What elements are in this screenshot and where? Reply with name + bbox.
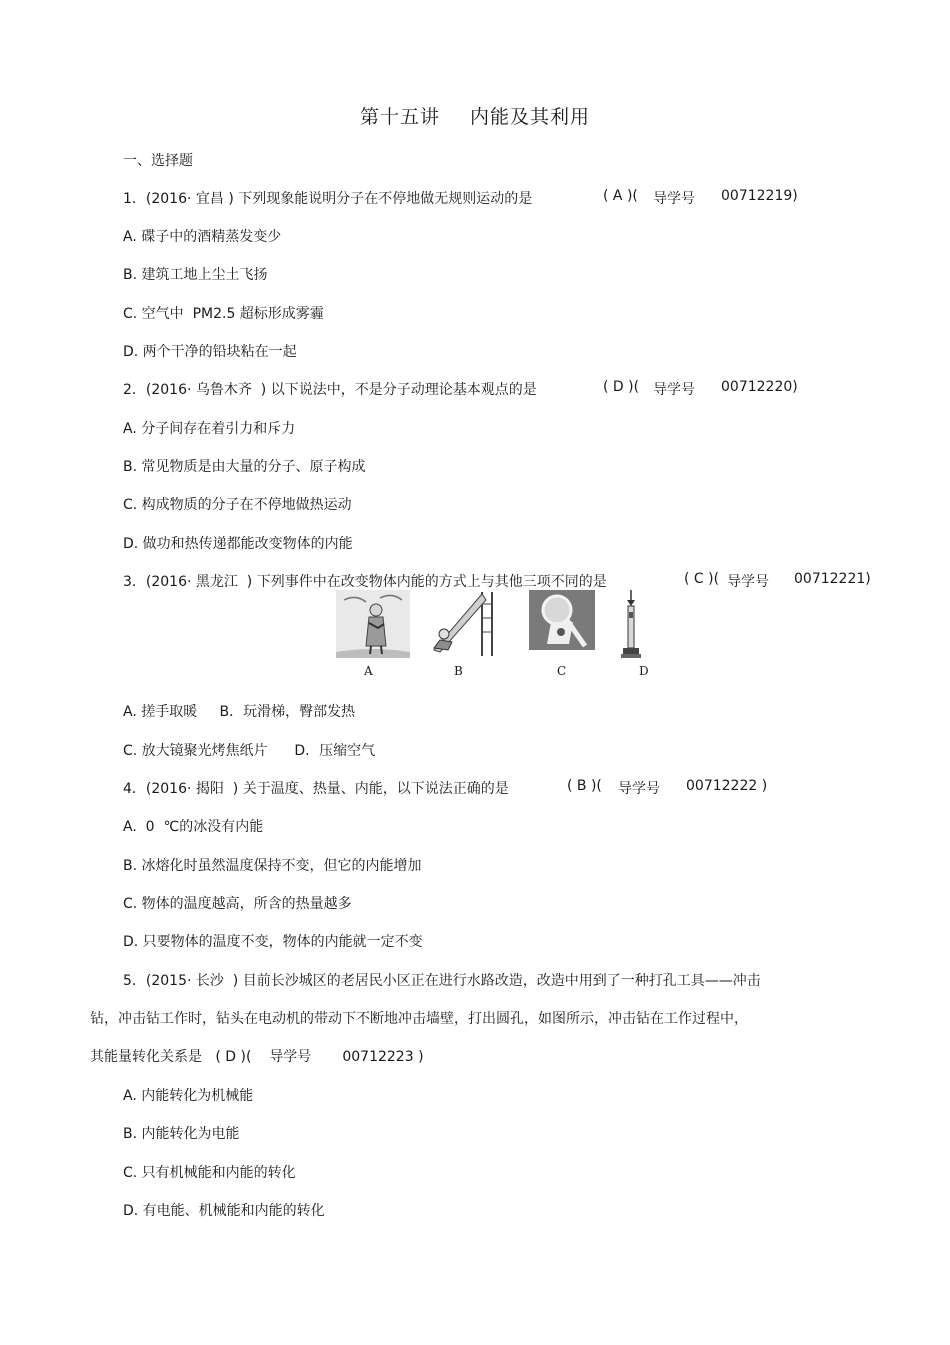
figure-label-d: D <box>639 664 649 678</box>
question-3-figures <box>336 590 666 682</box>
question-1-guide: 导学号 <box>653 191 695 207</box>
figure-d-compressing-air <box>619 590 643 668</box>
question-4-stem: 4．(2016· 揭阳 ) 关于温度、热量、内能，以下说法正确的是 <box>123 781 509 797</box>
question-1-option-b: B. 建筑工地上尘土飞扬 <box>123 267 268 283</box>
title-part2: 内能及其利用 <box>470 106 591 128</box>
question-4-answer: ( B )( <box>567 778 602 794</box>
question-4-option-a: A. 0 ℃的冰没有内能 <box>123 819 264 835</box>
question-5-option-d: D. 有电能、机械能和内能的转化 <box>123 1203 325 1219</box>
question-3-options-cd: C. 放大镜聚光烤焦纸片 D．压缩空气 <box>123 743 376 759</box>
section-heading: 一、选择题 <box>123 153 193 169</box>
question-1-code: 00712219) <box>721 188 798 204</box>
question-3-answer: ( C )( <box>684 571 720 587</box>
question-2-answer: ( D )( <box>603 379 640 395</box>
question-5-line-2: 钻，冲击钻工作时，钻头在电动机的带动下不断地冲击墙壁，打出圆孔，如图所示，冲击钻在工作过程中， <box>90 1011 748 1027</box>
figure-a-rubbing-hands <box>336 590 410 662</box>
question-2-stem: 2．(2016· 乌鲁木齐 ) 以下说法中，不是分子动理论基本观点的是 <box>123 382 537 398</box>
question-2-code: 00712220) <box>721 379 798 395</box>
page-title <box>0 102 950 129</box>
question-1-option-d: D. 两个干净的铅块粘在一起 <box>123 344 297 360</box>
question-1-option-a: A. 碟子中的酒精蒸发变少 <box>123 229 282 245</box>
question-2-option-b: B. 常见物质是由大量的分子、原子构成 <box>123 459 366 475</box>
question-1-answer: ( A )( <box>603 188 638 204</box>
figure-label-b: B <box>454 664 463 678</box>
question-5-option-a: A. 内能转化为机械能 <box>123 1088 254 1104</box>
question-3-code: 00712221) <box>794 571 871 587</box>
figure-label-c: C <box>557 664 567 678</box>
figure-label-a: A <box>364 664 373 678</box>
question-5-line-1: 5．(2015· 长沙 ) 目前长沙城区的老居民小区正在进行水路改造，改造中用到了一种打孔工具——冲击 <box>123 973 761 989</box>
question-4-option-c: C. 物体的温度越高，所含的热量越多 <box>123 896 352 912</box>
question-2-guide: 导学号 <box>653 382 695 398</box>
title-part1: 第十五讲 <box>359 106 440 128</box>
question-3-stem: 3．(2016· 黑龙江 ) 下列事件中在改变物体内能的方式上与其他三项不同的是 <box>123 574 607 590</box>
figure-c-magnifier <box>529 590 595 654</box>
question-3-options-ab: A. 搓手取暖 B．玩滑梯，臀部发热 <box>123 704 356 720</box>
question-2-option-c: C. 构成物质的分子在不停地做热运动 <box>123 497 352 513</box>
question-4-guide: 导学号 <box>618 781 660 797</box>
question-5-option-c: C. 只有机械能和内能的转化 <box>123 1165 296 1181</box>
question-1-option-c: C. 空气中 PM2.5 超标形成雾霾 <box>123 306 324 322</box>
question-4-option-b: B. 冰熔化时虽然温度保持不变，但它的内能增加 <box>123 858 422 874</box>
question-3-guide: 导学号 <box>727 574 769 590</box>
question-4-option-d: D. 只要物体的温度不变，物体的内能就一定不变 <box>123 934 423 950</box>
question-2-option-d: D. 做功和热传递都能改变物体的内能 <box>123 536 353 552</box>
question-2-option-a: A. 分子间存在着引力和斥力 <box>123 421 296 437</box>
question-5-line-3: 其能量转化关系是 ( D )( 导学号 00712223 ) <box>90 1049 424 1065</box>
question-5-option-b: B. 内能转化为电能 <box>123 1126 240 1142</box>
question-4-code: 00712222 ) <box>686 778 768 794</box>
figure-b-slide <box>426 590 502 662</box>
question-1-stem: 1．(2016· 宜昌 ) 下列现象能说明分子在不停地做无规则运动的是 <box>123 191 533 207</box>
